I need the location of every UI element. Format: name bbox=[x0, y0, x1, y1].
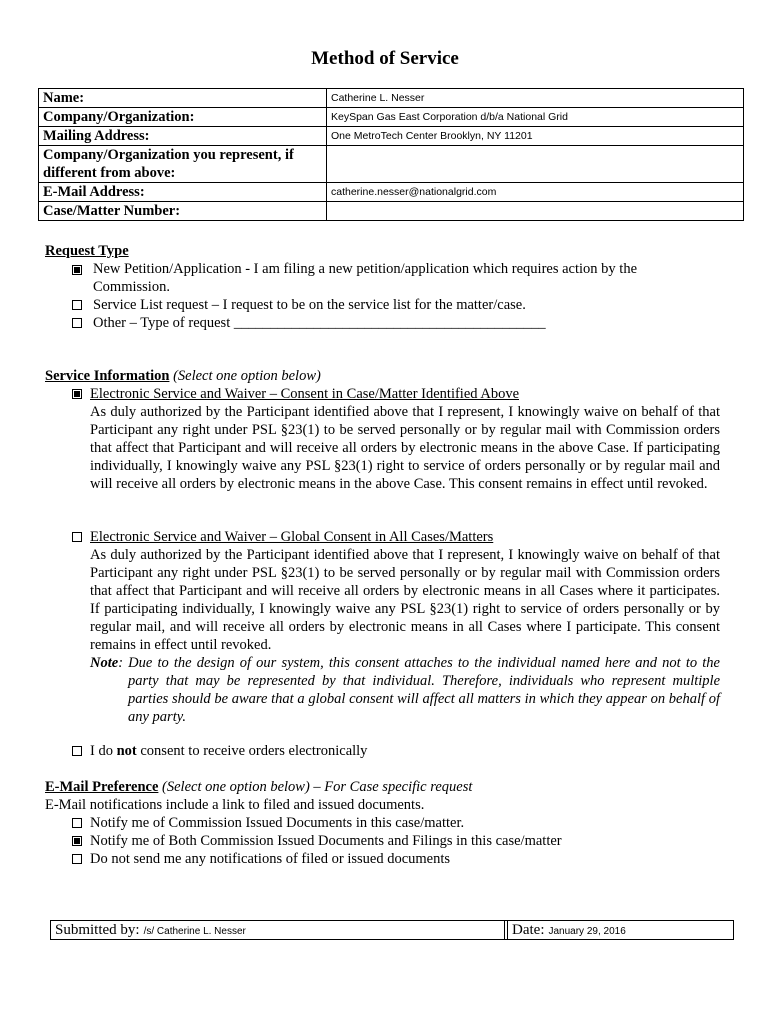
new-petition-label-line2: Commission. bbox=[93, 279, 170, 295]
case-number-field[interactable] bbox=[327, 202, 744, 221]
represented-company-field[interactable] bbox=[327, 146, 744, 183]
mailing-address-field[interactable]: One MetroTech Center Brooklyn, NY 11201 bbox=[327, 127, 744, 146]
no-consent-label bbox=[90, 742, 367, 760]
no-notify-label: Do not send me any notifications of filed or issued documents bbox=[90, 851, 451, 867]
service-list-label: Service List request – I request to be on the service list for the matter/case. bbox=[93, 297, 526, 313]
table-row bbox=[39, 127, 744, 146]
case-number-label: Case/Matter Number: bbox=[39, 202, 327, 221]
submitted-by-cell bbox=[51, 921, 505, 939]
service-info-subheading: (Select one option below) bbox=[173, 368, 321, 384]
no-consent-checkbox[interactable] bbox=[72, 746, 82, 756]
table-row bbox=[39, 183, 744, 202]
consent-global-note bbox=[90, 654, 720, 726]
submitted-by-field[interactable]: /s/ Catherine L. Nesser bbox=[143, 926, 246, 937]
consent-global-text: As duly authorized by the Participant identified above that I represent, I knowingly waive on behalf of that Participant any right under PSL §23(1) to be served personally or by regular mail with Commission orders that affect that Participant and will receive all orders by electronic means in all Cases where it participates. If participating individually, I knowingly waive any PSL §23(1) right to service of orders personally or by regular mail, and will receive all orders by electronic means in all Cases where I participate. This consent remains in effect until revoked. bbox=[90, 547, 720, 653]
no-notify-checkbox[interactable] bbox=[72, 854, 82, 864]
date-label: Date: bbox=[512, 922, 545, 938]
notify-both-checkbox[interactable] bbox=[72, 836, 82, 846]
service-list-checkbox[interactable] bbox=[72, 300, 82, 310]
no-consent-pre: I do bbox=[90, 743, 117, 759]
table-row bbox=[39, 89, 744, 108]
represented-company-label: Company/Organization you represent, if different from above: bbox=[39, 146, 327, 183]
mailing-address-label: Mailing Address: bbox=[39, 127, 327, 146]
email-pref-intro: E-Mail notifications include a link to filed and issued documents. bbox=[45, 797, 425, 813]
no-consent-bold: not bbox=[116, 743, 137, 759]
email-address-field[interactable]: catherine.nesser@nationalgrid.com bbox=[327, 183, 744, 202]
notify-commission-checkbox[interactable] bbox=[72, 818, 82, 828]
notify-commission-label: Notify me of Commission Issued Documents in this case/matter. bbox=[90, 815, 465, 831]
email-address-label: E-Mail Address: bbox=[39, 183, 327, 202]
company-label: Company/Organization: bbox=[39, 108, 327, 127]
new-petition-label-line1: New Petition/Application - I am filing a new petition/application which requires action by the bbox=[93, 261, 638, 277]
page-title: Method of Service bbox=[311, 48, 459, 69]
name-field[interactable]: Catherine L. Nesser bbox=[327, 89, 744, 108]
consent-case-text: As duly authorized by the Participant identified above that I represent, I knowingly waive on behalf of that Participant any right under PSL §23(1) to be served personally or by regular mail with Commission orders that affect that Participant and will receive all orders by electronic means in the above Case. If participating individually, I knowingly waive any PSL §23(1) right to service of orders personally or by regular mail and will receive all orders by electronic means in the above Case. This consent remains in effect until revoked. bbox=[90, 404, 720, 492]
new-petition-checkbox[interactable] bbox=[72, 265, 82, 275]
email-pref-heading-row bbox=[45, 778, 472, 796]
consent-case-title: Electronic Service and Waiver – Consent in Case/Matter Identified Above bbox=[90, 386, 520, 402]
table-row bbox=[39, 202, 744, 221]
company-field[interactable]: KeySpan Gas East Corporation d/b/a National Grid bbox=[327, 108, 744, 127]
notify-both-label: Notify me of Both Commission Issued Documents and Filings in this case/matter bbox=[90, 833, 562, 849]
other-request-checkbox[interactable] bbox=[72, 318, 82, 328]
submission-row bbox=[50, 920, 734, 940]
other-request-label: Other – Type of request ___________________________________________ bbox=[93, 315, 546, 331]
table-row bbox=[39, 108, 744, 127]
date-field[interactable]: January 29, 2016 bbox=[548, 926, 626, 937]
date-cell bbox=[507, 921, 733, 939]
name-label: Name: bbox=[39, 89, 327, 108]
request-type-heading: Request Type bbox=[45, 243, 129, 259]
consent-global-title: Electronic Service and Waiver – Global Consent in All Cases/Matters bbox=[90, 529, 494, 545]
service-info-heading-row bbox=[45, 367, 321, 385]
service-info-heading: Service Information bbox=[45, 368, 170, 384]
email-pref-subheading: (Select one option below) – For Case specific request bbox=[162, 779, 473, 795]
consent-global-checkbox[interactable] bbox=[72, 532, 82, 542]
email-pref-heading: E-Mail Preference bbox=[45, 779, 159, 795]
note-label: Note bbox=[90, 655, 119, 671]
no-consent-post: consent to receive orders electronically bbox=[136, 743, 368, 759]
note-text: : Due to the design of our system, this consent attaches to the individual named here and not to the party that may be represented by that individual. Therefore, individuals who represent multiple parties should be aware that a global consent will affect all matters in which they appear on behalf of any party. bbox=[118, 655, 720, 725]
info-table bbox=[38, 88, 744, 221]
table-row bbox=[39, 146, 744, 183]
consent-case-checkbox[interactable] bbox=[72, 389, 82, 399]
submitted-by-label: Submitted by: bbox=[55, 922, 140, 938]
